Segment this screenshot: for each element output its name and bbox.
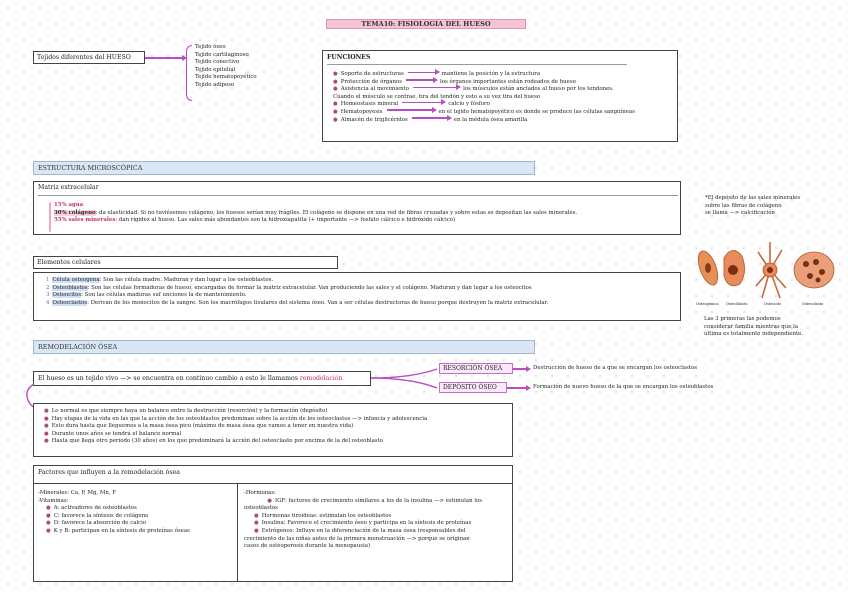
remodel-note: ● Hay etapas de la vida en las que la acción de los osteoblastos predominan sobre la acción de los osteoclastos —> infancia y adolescencia xyxy=(44,415,428,422)
cell-name: Osteoblastos xyxy=(52,284,88,291)
resorcion-label: RESORCIÓN ÓSEA xyxy=(443,365,503,372)
cell-number: 2 xyxy=(46,284,50,291)
hormone-item-cont: casos de osteoporosis durante la menopausia) xyxy=(244,543,371,550)
side-note-line: sobre las fibras de colágeno xyxy=(705,202,782,209)
vitamin-item: ● D: favorece la absorción de calcio xyxy=(46,520,147,527)
tissue-item: Tejido óseo xyxy=(195,44,226,50)
cell-item xyxy=(46,300,680,308)
function-item: ● Soporte de estructuras mantiene la posición y la estructura xyxy=(333,71,541,77)
function-desc: los músculos están anclados al hueso por los tendones. xyxy=(463,86,614,93)
osteocyte-image xyxy=(756,242,786,298)
cell-image-label: Osteoblasto xyxy=(726,302,748,306)
function-desc: los órganos importantes están rodeados de hueso xyxy=(440,78,576,85)
remodel-note-text: Hasta que llega otro periodo (30 años) en los que predominará la acción del osteoclasto por encima de la del osteoblasto xyxy=(51,438,383,445)
function-desc: mantiene la posición y la estructura xyxy=(441,71,541,77)
hormones-label: -Hormonas: xyxy=(244,490,276,496)
osteogenic-cell-image xyxy=(694,248,721,287)
matrix-bracket xyxy=(49,202,51,232)
cell-image-label: Osteocito xyxy=(764,302,782,306)
micro-box xyxy=(33,181,681,235)
cell-desc: : Son las células maduras suf unciones la de mantenimiento. xyxy=(81,292,247,299)
remodel-note-text: Hay etapas de la vida en las que la acción de los osteoblastos predominan sobre la acción de los osteoclastos —> infancia y adolescencia xyxy=(51,415,428,422)
function-desc: en la médula ósea amarilla xyxy=(453,116,528,123)
remodel-note-text: Esto dura hasta que lleguemos a la masa ósea pico (máximo de masa ósea que vamos a tener en nuestra vida) xyxy=(51,423,354,430)
cell-number: 3 xyxy=(46,292,50,299)
deposito-arrow xyxy=(507,387,527,389)
factors-right xyxy=(244,490,482,551)
hormone-item-cont: crecimiento de las niñas antes de la primera menstruación —> porque se originan xyxy=(244,535,470,542)
tissue-item: Tejido adiposo xyxy=(195,81,235,88)
cells-title-box xyxy=(33,256,338,269)
cell-note-line: considerar familia mientras que la xyxy=(704,323,799,330)
deposito-desc: Formación de nuevo hueso de la que se encargan los osteoblastos xyxy=(533,384,714,390)
osteoclast-image xyxy=(794,252,834,288)
bone-cells-illustration xyxy=(692,232,842,304)
cell-desc: : Son las células formadoras de hueso, encargadas de formar la matriz extracelular. Van produciendo las sales y el colágeno. Maduran y dan lugar a los osteocitos xyxy=(87,284,532,291)
factors-divider xyxy=(34,483,512,484)
cell-number: 4 xyxy=(46,299,50,306)
tissues-arrow xyxy=(145,57,183,59)
micro-section-bar: ESTRUCTURA MICROSCÓPICA xyxy=(33,161,535,175)
side-note xyxy=(705,195,800,218)
tissue-item: Tejido conectivo xyxy=(195,59,240,66)
vitamin-text: D: favorece la absorción de calcio xyxy=(53,520,147,527)
minerals-line: -Minerales: Ca, P, Mg, Mn, F xyxy=(38,490,117,496)
remodel-highlight: remodelación xyxy=(299,375,343,382)
cell-image-label: Osteoclasto xyxy=(802,302,824,306)
tissue-item: Tejido hematopoyético xyxy=(195,74,257,81)
hormone-item: ● Estrógenos: Influye en la diferenciación de la masa ósea (responsables del xyxy=(254,527,466,534)
cell-desc: : Derivan de los monocitos de la sangre. Son los macrófagos tisulares del sistema óseo. Van a ser células destructoras de hueso porque destruyen la matriz extracelular. xyxy=(87,299,549,306)
cell-image-label: Osteogénica xyxy=(696,302,719,306)
vitamin-item: ● K y B: participan en la síntesis de proteínas óseas xyxy=(46,527,190,534)
remodel-note: ● Lo normal es que siempre haya un balance entre la destrucción (resorción) y la formación (depósito) xyxy=(44,408,328,414)
function-item: ● Homeostasis mineral calcio y fósforo xyxy=(333,101,490,108)
cell-number: 1 xyxy=(46,277,50,283)
function-term: Soporte de estructuras xyxy=(340,71,404,77)
cell-name: Célula osteogena xyxy=(52,277,100,283)
factors-column-divider xyxy=(237,483,238,582)
function-term: Almacén de triglicéridos xyxy=(340,116,408,123)
function-desc: calcio y fósforo xyxy=(448,101,490,108)
deposito-label-box xyxy=(439,382,507,393)
cell-item xyxy=(46,277,680,285)
factors-box xyxy=(33,465,513,582)
matrix-lines xyxy=(54,202,577,225)
hormone-item: ● Insulina: Favorece el crecimiento óseo y participa en la síntesis de proteínas xyxy=(254,520,472,527)
remodel-note: ● Durante unos años se tendrá el balance normal xyxy=(44,430,182,437)
matrix-text: : da elasticidad. Si no tuviésemos colágeno, los huesos serían muy frágiles. El colágeno se dispone en una red de fibras cruzadas y sobre estas se depositan las sales minerales. xyxy=(95,209,578,216)
function-term: Hematopoyesis xyxy=(340,108,383,115)
remodel-intro-box xyxy=(33,371,371,386)
function-term: Homeostasis mineral xyxy=(340,101,399,108)
cell-note-line: última es totalmente independiente. xyxy=(704,331,804,338)
side-note-line: se llama —> calcificación xyxy=(705,210,775,217)
function-term: Asistencia al movimiento xyxy=(340,86,410,93)
side-note-line: *El depósito de las sales minerales xyxy=(705,195,801,201)
remodel-note-text: Durante unos años se tendrá el balance normal xyxy=(51,430,182,437)
resorcion-desc: Destrucción de hueso de a que se encargan los osteoclastos xyxy=(533,365,697,371)
function-item: ● Asistencia al movimiento los músculos están anclados al hueso por los tendones. xyxy=(333,86,614,93)
hormone-item: ● IGF: factores de crecimiento similares a los de la insulina —> estimulan los xyxy=(267,497,482,504)
matrix-line xyxy=(54,202,577,210)
matrix-label: Matriz extracelular xyxy=(38,184,99,191)
vitamin-text: K y B: participan en la síntesis de proteínas óseas xyxy=(53,527,190,534)
tissue-item: Tejido cartilaginoso xyxy=(195,51,249,58)
deposito-label: DEPÓSITO ÓSEO xyxy=(443,384,497,391)
hormone-text: Hormonas tiroideas: estimulan los osteoblastos xyxy=(261,512,392,519)
functions-divider xyxy=(327,64,627,65)
cells-title: Elementos celulares xyxy=(37,259,101,266)
vitamin-text: C: favorece la síntesis de colágeno xyxy=(53,512,149,519)
hormone-item: ● Hormonas tiroideas: estimulan los osteoblastos xyxy=(254,512,392,519)
tissues-list xyxy=(195,44,257,90)
function-item: ● Hematopoyesis en el tejido hematopoyético es donde se produce las células sanguíneas xyxy=(333,108,635,115)
function-desc: Cuando el músculo se contrae, tira del tendón y esto a su vez tira del hueso xyxy=(333,93,541,100)
matrix-pct: 30% colágeno xyxy=(54,209,96,216)
remodel-intro: El hueso es un tejido vivo —> se encuentra en continuo cambio a esto le llamamos xyxy=(38,375,300,382)
cell-item xyxy=(46,292,680,300)
matrix-divider xyxy=(38,195,678,196)
tissue-item: Tejido epitelial xyxy=(195,66,236,73)
remodel-section-bar: REMODELACIÓN ÓSEA xyxy=(33,340,535,354)
functions-box xyxy=(322,50,678,142)
tissues-label-box xyxy=(33,51,145,64)
hormone-item-cont: osteoblastos xyxy=(244,505,278,512)
function-item: ● Almacén de triglicéridos en la médula ósea amarilla xyxy=(333,116,528,123)
cell-note-line: Las 3 primeras las podemos xyxy=(704,316,781,322)
vitamin-item: ● C: favorece la síntesis de colágeno xyxy=(46,512,149,519)
remodel-branch-lines xyxy=(371,364,441,394)
vitamins-label: -Vitaminas: xyxy=(38,497,69,504)
remodel-notes-box xyxy=(33,403,513,457)
functions-list xyxy=(333,71,635,124)
functions-title: FUNCIONES xyxy=(327,54,371,61)
function-desc: en el tejido hematopoyético es donde se produce las células sanguíneas xyxy=(438,108,635,115)
hormone-text: Estrógenos: Influye en la diferenciación de la masa ósea (responsables del xyxy=(261,527,466,534)
cell-name: Osteoclastos xyxy=(52,299,88,306)
function-item: ● Protección de órganos los órganos importantes están rodeados de hueso xyxy=(333,78,576,85)
cell-desc: : Son las célula madre. Maduran y dan lugar a los osteoblastos. xyxy=(99,277,274,283)
tissues-label: Tejidos diferentes del HUESO xyxy=(37,54,131,61)
remodel-note: ● Hasta que llega otro periodo (30 años) en los que predominará la acción del osteoclasto por encima de la del osteoblasto xyxy=(44,438,383,445)
function-term: Protección de órganos xyxy=(340,78,403,85)
page-title: TEMA10: FISIOLOGIA DEL HUESO xyxy=(326,19,526,29)
cell-images-note xyxy=(704,316,803,339)
matrix-pct: 15% agua xyxy=(54,202,84,208)
matrix-pct: 55% sales minerales xyxy=(54,217,116,224)
cells-box xyxy=(33,272,681,321)
remodel-note: ● Esto dura hasta que lleguemos a la masa ósea pico (máximo de masa ósea que vamos a tener en nuestra vida) xyxy=(44,423,354,430)
factors-left xyxy=(38,490,190,536)
factors-title: Factores que influyen a la remodelación ósea xyxy=(38,469,180,476)
tissues-bracket xyxy=(186,45,192,101)
cell-name: Osteocitos xyxy=(52,292,82,299)
vitamin-text: A: activadores de osteoblastos xyxy=(53,505,137,512)
resorcion-arrow xyxy=(513,368,527,370)
matrix-text: : dan rigidez al hueso. Las sales más abundantes son la hidroxiapatita (+ importante —> fosfato cálcico e hidróxido cálcico) xyxy=(115,217,456,224)
vitamin-item: ● A: activadores de osteoblastos xyxy=(46,505,137,512)
matrix-line xyxy=(54,217,577,225)
hormone-text: Insulina: Favorece el crecimiento óseo y participa en la síntesis de proteínas xyxy=(261,520,472,527)
hormone-text: IGF: factores de crecimiento similares a los de la insulina —> estimulan los xyxy=(275,497,482,504)
remodel-note-text: Lo normal es que siempre haya un balance entre la destrucción (resorción) y la formación (depósito) xyxy=(51,408,328,414)
resorcion-label-box xyxy=(439,363,513,374)
osteoblast-image xyxy=(724,250,745,285)
